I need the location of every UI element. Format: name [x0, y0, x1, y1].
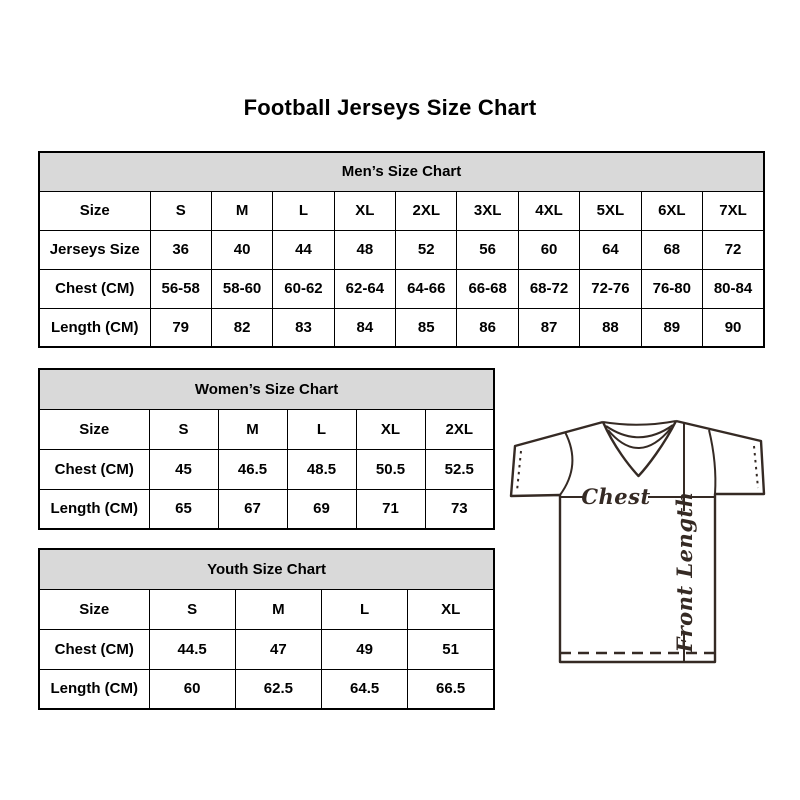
cell: 48.5 — [287, 449, 356, 489]
cell: L — [273, 191, 334, 230]
cell: 48 — [334, 230, 395, 269]
row-label: Length (CM) — [39, 489, 149, 529]
youth-table-title: Youth Size Chart — [39, 549, 494, 589]
table-row — [39, 449, 494, 489]
table-row — [39, 230, 764, 269]
chest-label: Chest — [581, 484, 651, 509]
womens-table-title: Women’s Size Chart — [39, 369, 494, 409]
right-cuff-stitch-line — [754, 446, 758, 488]
cell: 50.5 — [356, 449, 425, 489]
cell: 4XL — [518, 191, 579, 230]
cell: 72-76 — [580, 269, 641, 308]
youth-table-header-row — [39, 549, 494, 589]
cell: 67 — [218, 489, 287, 529]
cell: M — [211, 191, 272, 230]
row-label: Length (CM) — [39, 308, 150, 347]
cell: 60 — [149, 669, 235, 709]
womens-size-table — [38, 368, 495, 530]
youth-size-table — [38, 548, 495, 710]
table-row — [39, 269, 764, 308]
cell: M — [218, 409, 287, 449]
cell: S — [149, 589, 235, 629]
cell: 69 — [287, 489, 356, 529]
cell: 76-80 — [641, 269, 702, 308]
cell: XL — [408, 589, 494, 629]
cell: 89 — [641, 308, 702, 347]
cell: 62-64 — [334, 269, 395, 308]
cell: 87 — [518, 308, 579, 347]
row-label: Chest (CM) — [39, 269, 150, 308]
cell: 3XL — [457, 191, 518, 230]
table-row — [39, 308, 764, 347]
right-armhole-seam — [709, 430, 715, 494]
table-row — [39, 669, 494, 709]
front-length-label: Front Length — [672, 491, 697, 653]
cell: 86 — [457, 308, 518, 347]
collar-neck-top-line — [603, 421, 676, 425]
cell: 40 — [211, 230, 272, 269]
row-label: Chest (CM) — [39, 449, 149, 489]
cell: L — [287, 409, 356, 449]
cell: M — [235, 589, 321, 629]
cell: 46.5 — [218, 449, 287, 489]
cell: L — [322, 589, 408, 629]
cell: 36 — [150, 230, 211, 269]
cell: 52.5 — [425, 449, 494, 489]
cell: 83 — [273, 308, 334, 347]
cell: 66-68 — [457, 269, 518, 308]
cell: 44 — [273, 230, 334, 269]
table-row — [39, 409, 494, 449]
cell: 84 — [334, 308, 395, 347]
cell: 2XL — [396, 191, 457, 230]
mens-size-table — [38, 151, 765, 348]
mens-table-title: Men’s Size Chart — [39, 152, 764, 191]
cell: XL — [334, 191, 395, 230]
cell: 7XL — [703, 191, 765, 230]
cell: 68 — [641, 230, 702, 269]
jersey-outline — [511, 421, 764, 662]
cell: 68-72 — [518, 269, 579, 308]
cell: 85 — [396, 308, 457, 347]
left-armhole-seam — [560, 432, 572, 495]
cell: 64-66 — [396, 269, 457, 308]
cell: 73 — [425, 489, 494, 529]
cell: 6XL — [641, 191, 702, 230]
row-label: Length (CM) — [39, 669, 149, 709]
womens-table-header-row — [39, 369, 494, 409]
cell: 58-60 — [211, 269, 272, 308]
row-label: Jerseys Size — [39, 230, 150, 269]
cell: 47 — [235, 629, 321, 669]
cell: 66.5 — [408, 669, 494, 709]
row-label: Size — [39, 589, 149, 629]
cell: 44.5 — [149, 629, 235, 669]
cell: 88 — [580, 308, 641, 347]
cell: 51 — [408, 629, 494, 669]
table-row — [39, 589, 494, 629]
cell: 56-58 — [150, 269, 211, 308]
cell: XL — [356, 409, 425, 449]
cell: 64 — [580, 230, 641, 269]
cell: 72 — [703, 230, 765, 269]
table-row — [39, 191, 764, 230]
cell: 49 — [322, 629, 408, 669]
mens-table-header-row — [39, 152, 764, 191]
jersey-diagram — [508, 415, 778, 665]
cell: 60 — [518, 230, 579, 269]
row-label: Size — [39, 409, 149, 449]
cell: 62.5 — [235, 669, 321, 709]
table-row — [39, 629, 494, 669]
cell: 45 — [149, 449, 218, 489]
cell: 82 — [211, 308, 272, 347]
cell: 65 — [149, 489, 218, 529]
cell: 5XL — [580, 191, 641, 230]
cell: 2XL — [425, 409, 494, 449]
cell: 80-84 — [703, 269, 765, 308]
page-title: Football Jerseys Size Chart — [243, 95, 537, 120]
cell: 52 — [396, 230, 457, 269]
cell: 79 — [150, 308, 211, 347]
cell: 90 — [703, 308, 765, 347]
row-label: Chest (CM) — [39, 629, 149, 669]
cell: S — [149, 409, 218, 449]
cell: 64.5 — [322, 669, 408, 709]
left-cuff-stitch-line — [517, 451, 521, 491]
cell: 56 — [457, 230, 518, 269]
cell: 71 — [356, 489, 425, 529]
cell: 60-62 — [273, 269, 334, 308]
cell: S — [150, 191, 211, 230]
table-row — [39, 489, 494, 529]
row-label: Size — [39, 191, 150, 230]
